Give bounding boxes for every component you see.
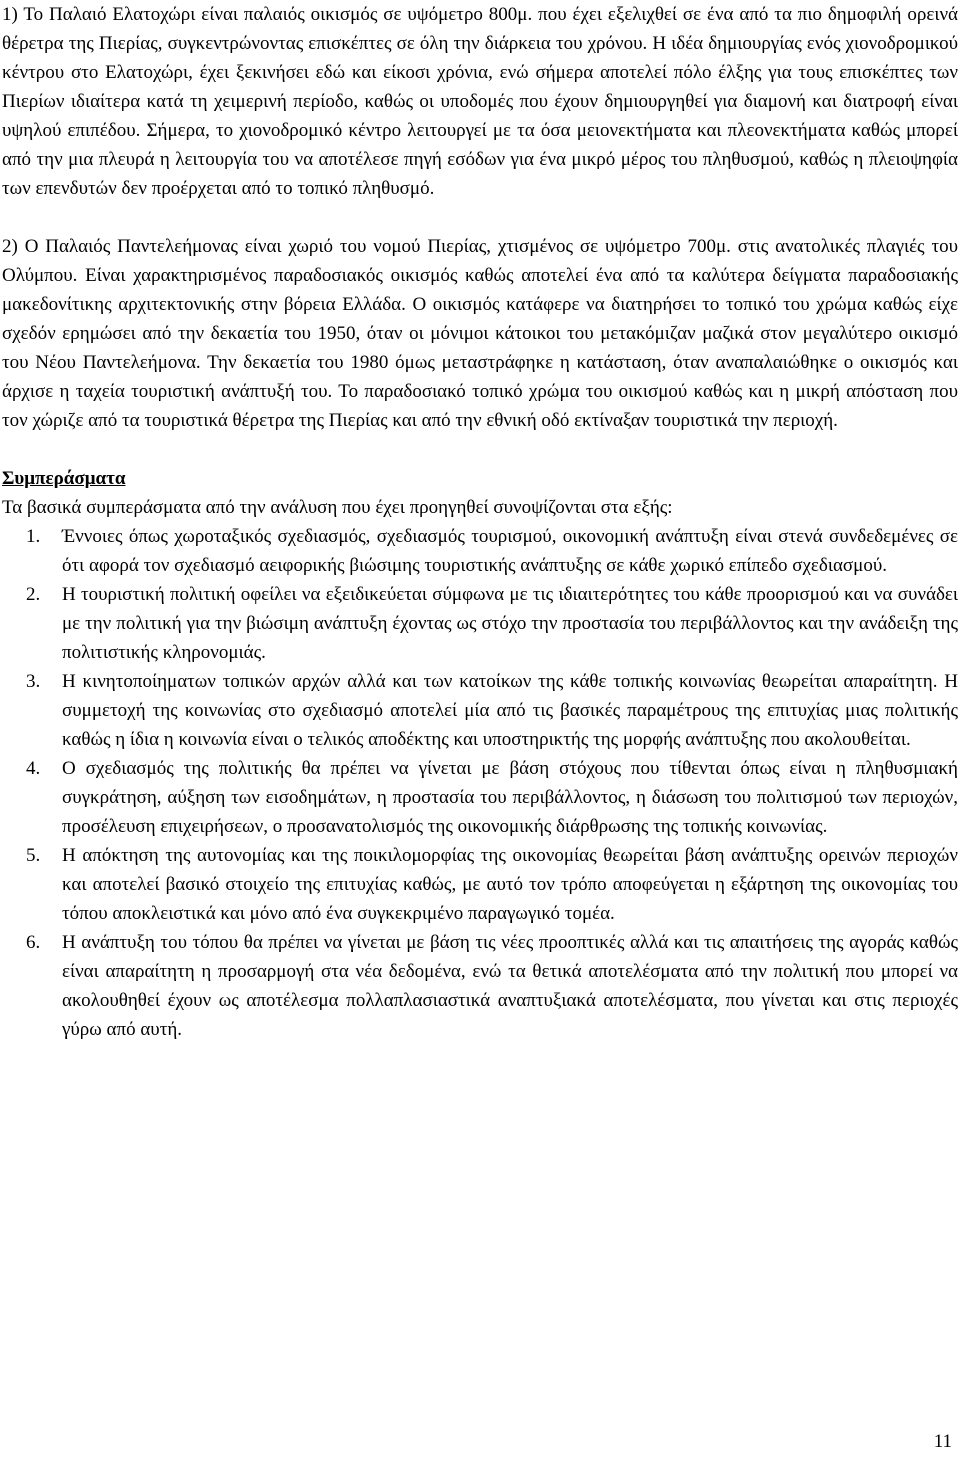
list-item — [2, 667, 958, 754]
list-item — [2, 754, 958, 841]
list-item-text: Η ανάπτυξη του τόπου θα πρέπει να γίνεται με βάση τις νέες προοπτικές αλλά και τις απαιτήσεις της αγοράς καθώς είναι απαραίτητη η προσαρμογή στα νέα δεδομένα, ενώ τα θετικά αποτελέσματα από την πολιτική που μπορεί να ακολουθηθεί έχουν ως αποτέλεσμα πολλαπλασιαστικά αναπτυξιακά αποτελέσματα, που γίνεται και στις περιοχές γύρω από αυτή. — [62, 932, 958, 1040]
section-spacer — [2, 435, 958, 464]
paragraph-spacer — [2, 203, 958, 232]
list-item-text: Έννοιες όπως χωροταξικός σχεδιασμός, σχεδιασμός τουρισμού, οικονομική ανάπτυξη είναι στενά συνδεδεμένες σε ότι αφορά τον σχεδιασμό αειφορικής βιώσιμης τουριστικής ανάπτυξης σε κάθε χωρικό επίπεδο σχεδιασμού. — [62, 526, 958, 576]
list-item — [2, 580, 958, 667]
list-item-text: Η απόκτηση της αυτονομίας και της ποικιλομορφίας της οικονομίας θεωρείται βάση ανάπτυξης ορεινών περιοχών και αποτελεί βασικό στοιχείο της επιτυχίας καθώς, με αυτό τον τρόπο αποφεύγεται η εξάρτηση της οικονομίας του τόπου αποκλειστικά και μόνο από ένα συγκεκριμένο παραγωγικό τομέα. — [62, 845, 958, 924]
list-item-text: Η κινητοποίηματων τοπικών αρχών αλλά και των κατοίκων της κάθε τοπικής κοινωνίας θεωρείται απαραίτητη. Η συμμετοχή της κοινωνίας στο σχεδιασμό αποτελεί μία από τις βασικές παραμέτρους της επιτυχίας μιας πολιτικής καθώς η ίδια η κοινωνία είναι ο τελικός αποδέκτης και υποστηρικτής της μορφής ανάπτυξης που ακολουθείται. — [62, 671, 958, 750]
conclusions-list — [2, 522, 958, 1044]
conclusions-heading: Συμπεράσματα — [2, 468, 126, 489]
list-item — [2, 522, 958, 580]
conclusions-intro: Τα βασικά συμπεράσματα από την ανάλυση που έχει προηγηθεί συνοψίζονται στα εξής: — [2, 497, 673, 518]
list-item-number: 5. — [26, 845, 41, 866]
list-item — [2, 841, 958, 928]
list-item-number: 3. — [26, 671, 41, 692]
list-item — [2, 928, 958, 1044]
paragraph-panteleimonas: 2) Ο Παλαιός Παντελεήμονας είναι χωριό του νομού Πιερίας, χτισμένος σε υψόμετρο 700μ. στις ανατολικές πλαγιές του Ολύμπου. Είναι χαρακτηρισμένος παραδοσιακός οικισμός καθώς αποτελεί ένα από τα καλύτερα δείγματα παραδοσιακής μακεδονίτικης αρχιτεκτονικής στην βόρεια Ελλάδα. Ο οικισμός κατάφερε να διατηρήσει το τοπικό του χρώμα καθώς είχε σχεδόν ερημώσει από την δεκαετία του 1950, όταν οι μόνιμοι κάτοικοι του μετακόμιζαν μαζικά στον μεγαλύτερο οικισμό του Νέου Παντελεήμονα. Την δεκαετία του 1980 όμως μεταστράφηκε η κατάσταση, όταν αναπαλαιώθηκε ο οικισμός και άρχισε η ταχεία τουριστική ανάπτυξή του. Το παραδοσιακό τοπικό χρώμα του οικισμού καθώς και η μικρή απόσταση που τον χώριζε από τα τουριστικά θέρετρα της Πιερίας και από την εθνική οδό εκτίναξαν τουριστικά την περιοχή. — [2, 236, 958, 431]
page-number: 11 — [933, 1431, 952, 1452]
list-item-text: Η τουριστική πολιτική οφείλει να εξειδικεύεται σύμφωνα με τις ιδιαιτερότητες του κάθε προορισμού και να συνάδει με την πολιτική για την βιώσιμη ανάπτυξη έχοντας ως στόχο την προστασία του περιβάλλοντος και την ανάδειξη της πολιτιστικής κληρονομιάς. — [62, 584, 958, 663]
paragraph-elatochori: 1) Το Παλαιό Ελατοχώρι είναι παλαιός οικισμός σε υψόμετρο 800μ. που έχει εξελιχθεί σε ένα από τα πιο δημοφιλή ορεινά θέρετρα της Πιερίας, συγκεντρώνοντας επισκέπτες σε όλη την διάρκεια του χρόνου. Η ιδέα δημιουργίας ενός χιονοδρομικού κέντρου στο Ελατοχώρι, έχει ξεκινήσει εδώ και είκοσι χρόνια, ενώ σήμερα αποτελεί πόλο έλξης για τους επισκέπτες των Πιερίων ιδιαίτερα κατά τη χειμερινή περίοδο, καθώς οι υποδομές που έχουν δημιουργηθεί για διαμονή και διατροφή είναι υψηλού επιπέδου. Σήμερα, το χιονοδρομικό κέντρο λειτουργεί με τα όσα μειονεκτήματα και πλεονεκτήματα καθώς μπορεί από την μια πλευρά η λειτουργία του να αποτέλεσε πηγή εσόδων για ένα μικρό μέρος του πληθυσμού, καθώς η πλειοψηφία των επενδυτών δεν προέρχεται από το τοπικό πληθυσμό. — [2, 4, 958, 199]
list-item-number: 6. — [26, 932, 41, 953]
list-item-number: 4. — [26, 758, 41, 779]
list-item-number: 2. — [26, 584, 41, 605]
list-item-text: Ο σχεδιασμός της πολιτικής θα πρέπει να γίνεται με βάση στόχους που τίθενται όπως είναι η πληθυσμιακή συγκράτηση, αύξηση των εισοδημάτων, η προστασία του περιβάλλοντος, η διάσωση του πολιτισμού των περιοχών, προσέλευση επιχειρήσεων, ο προσανατολισμός της οικονομικής διάρθρωσης της τοπικής κοινωνίας. — [62, 758, 958, 837]
list-item-number: 1. — [26, 526, 41, 547]
